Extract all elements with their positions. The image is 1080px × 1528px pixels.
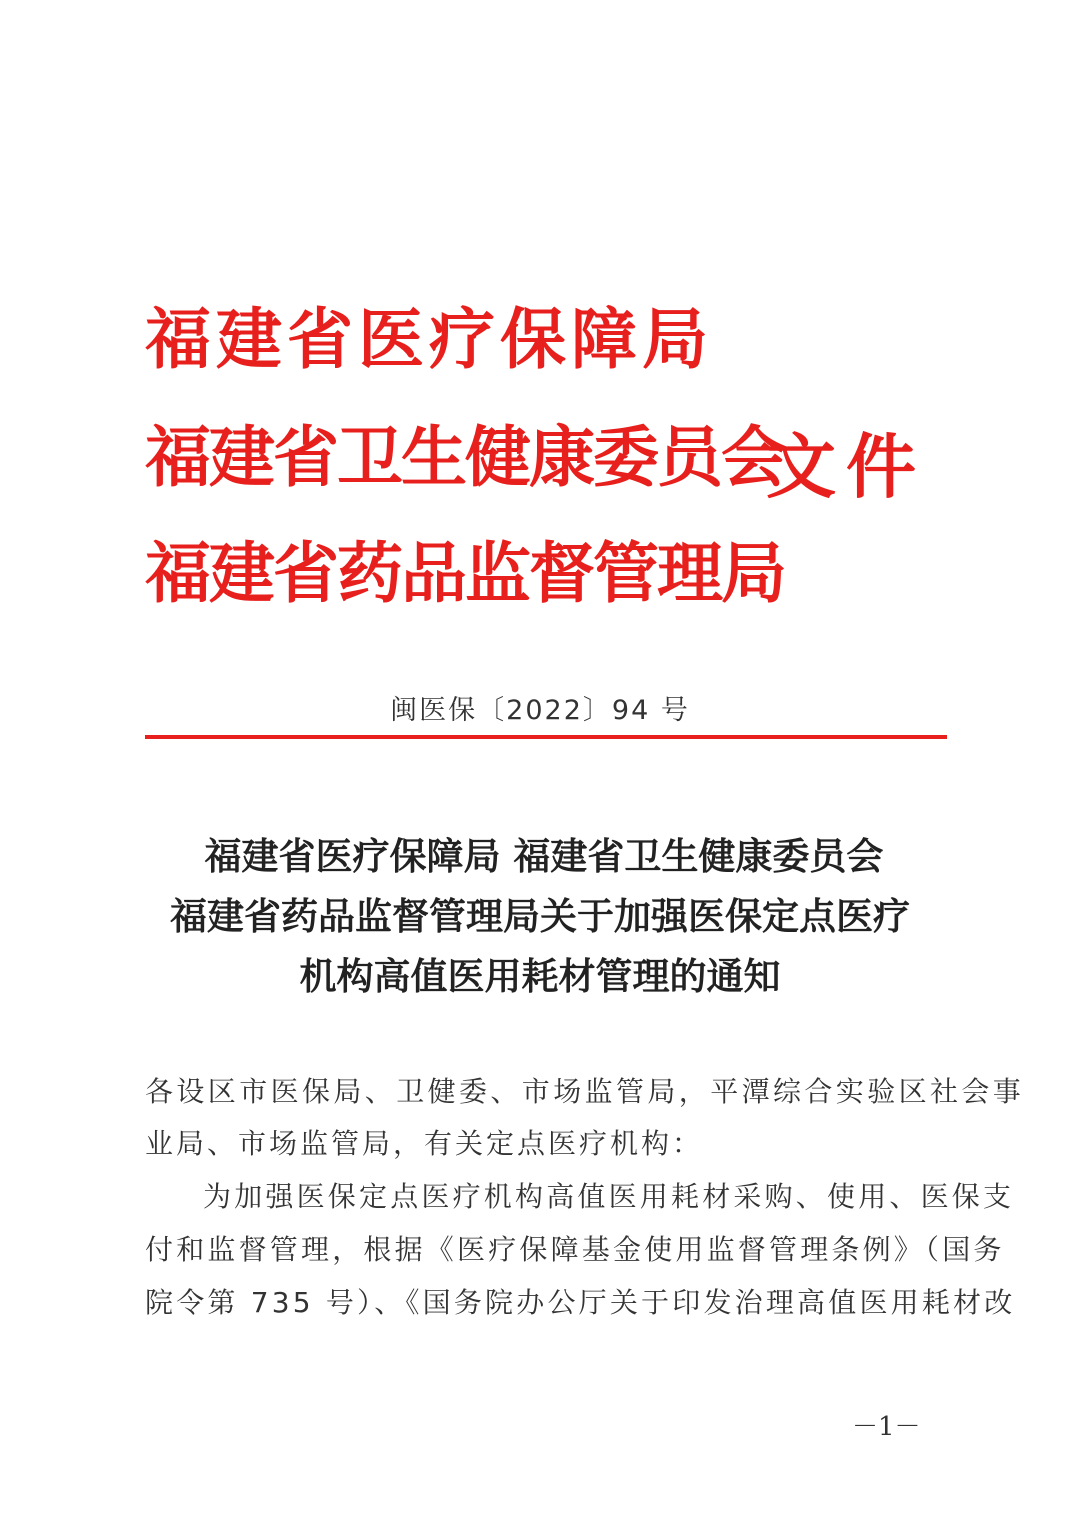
addressee-line-1: 各设区市医保局、卫健委、市场监管局，平潭综合实验区社会事 — [145, 1075, 1025, 1108]
issuing-org-drug-administration: 福建省药品监督管理局 — [145, 534, 785, 612]
body-paragraph-line-3: 院令第 735 号）、《国务院办公厅关于印发治理高值医用耗材改 — [145, 1286, 1016, 1319]
body-paragraph-line-2: 付和监督管理，根据《医疗保障基金使用监督管理条例》（国务 — [145, 1233, 1005, 1266]
header-divider — [145, 735, 947, 739]
body-paragraph-line-1: 为加强医保定点医疗机构高值医用耗材采购、使用、医保支 — [203, 1180, 1015, 1213]
page-number: －1－ — [852, 1412, 921, 1442]
addressee-line-2: 业局、市场监管局，有关定点医疗机构： — [145, 1127, 704, 1160]
document-title-line-3: 机构高值医用耗材管理的通知 — [299, 954, 781, 998]
document-type-label: 文件 — [766, 425, 926, 508]
issuing-org-medical-security: 福建省医疗保障局 — [145, 300, 713, 378]
issuing-org-health-commission: 福建省卫生健康委员会 — [145, 418, 785, 496]
document-number: 闽医保〔2022〕94 号 — [390, 695, 690, 726]
document-title-line-2: 福建省药品监督管理局关于加强医保定点医疗 — [170, 894, 910, 938]
document-title-line-1: 福建省医疗保障局 福建省卫生健康委员会 — [204, 834, 884, 878]
